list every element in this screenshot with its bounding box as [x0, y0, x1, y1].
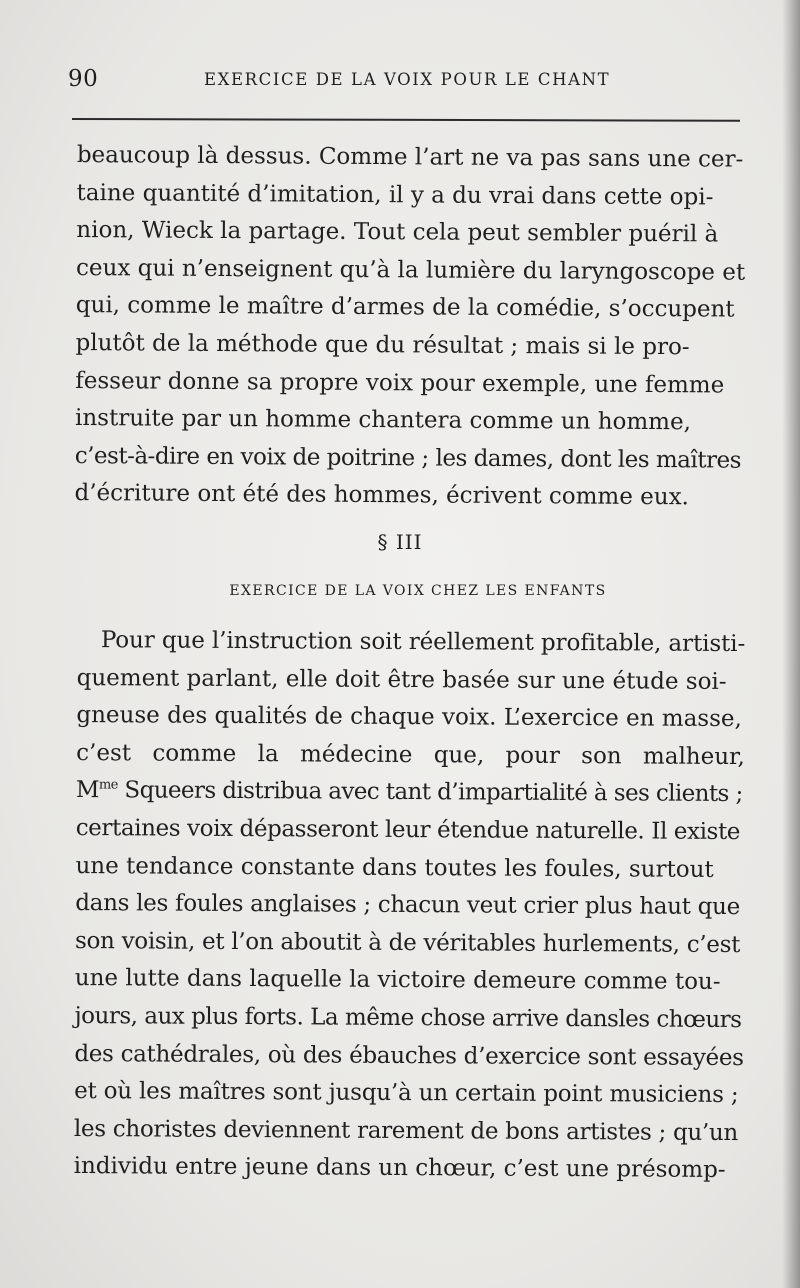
header-rule: [72, 118, 740, 122]
text-line: taine quantité d’imitation, il y a du vrai dans cette opi-: [76, 179, 714, 211]
text-line: des cathédrales, où des ébauches d’exercice sont essayées: [74, 1040, 744, 1071]
text-line: qui, comme le maître d’armes de la comédie, s’occupent: [75, 292, 735, 323]
text-line: les choristes deviennent rarement de bons artistes ; qu’un: [73, 1115, 739, 1146]
text-line: c’est comme la médecine que, pour son malheur,: [76, 739, 745, 770]
text-line: une lutte dans laquelle la victoire demeure comme tou-: [74, 965, 721, 996]
running-title: EXERCICE DE LA VOIX POUR LE CHANT: [204, 70, 611, 89]
text-line: d’écriture ont été des hommes, écrivent comme eux.: [74, 480, 689, 511]
text-line: fesseur donne sa propre voix pour exemple, une femme: [75, 367, 725, 399]
text-line: quement parlant, elle doit être basée sur une étude soi-: [76, 664, 727, 695]
text-line: individu entre jeune dans un chœur, c’est une présomp-: [73, 1153, 726, 1184]
section-title: EXERCICE DE LA VOIX CHEZ LES ENFANTS: [229, 583, 607, 599]
honorific: M: [75, 777, 100, 804]
text-line: son voisin, et l’on aboutit à de véritables hurlements, c’est: [74, 927, 741, 958]
page-header: [68, 66, 740, 100]
text-line: c’est-à-dire en voix de poitrine ; les dames, dont les maîtres: [74, 442, 742, 474]
text-line: Pour que l’instruction soit réellement profitable, artisti-: [100, 627, 746, 658]
text-line: beaucoup là dessus. Comme l’art ne va pas sans une cer-: [76, 141, 744, 173]
text-line: nion, Wieck la partage. Tout cela peut sembler puéril à: [76, 217, 719, 248]
text-line: instruite par un homme chantera comme un homme,: [74, 405, 692, 436]
honorific-superscript: me: [98, 777, 118, 793]
text-segment: Squeers distribua avec tant d’impartialité à ses clients ;: [117, 777, 743, 808]
text-line: jours, aux plus forts. La même chose arrive dansles chœurs: [74, 1002, 742, 1034]
text-line: gneuse des qualités de chaque voix. L’exercice en masse,: [76, 702, 742, 733]
page-number: 90: [68, 66, 99, 92]
paragraph-1: [74, 137, 753, 518]
text-line: plutôt de la méthode que du résultat ; mais si le pro-: [75, 329, 690, 361]
text-line: et où les maîtres sont jusqu’à un certain point musiciens ;: [74, 1078, 739, 1109]
paragraph-2: [74, 622, 753, 1190]
text-line: dans les foules anglaises ; chacun veut crier plus haut que: [75, 890, 741, 921]
text-line: ceux qui n’enseignent qu’à la lumière du laryngoscope et: [75, 254, 746, 286]
section-number: § III: [377, 530, 423, 554]
text-line: une tendance constante dans toutes les foules, surtout: [75, 852, 714, 883]
text-line: certaines voix dépasseront leur étendue naturelle. Il existe: [75, 814, 741, 846]
text-line: [76, 772, 752, 814]
